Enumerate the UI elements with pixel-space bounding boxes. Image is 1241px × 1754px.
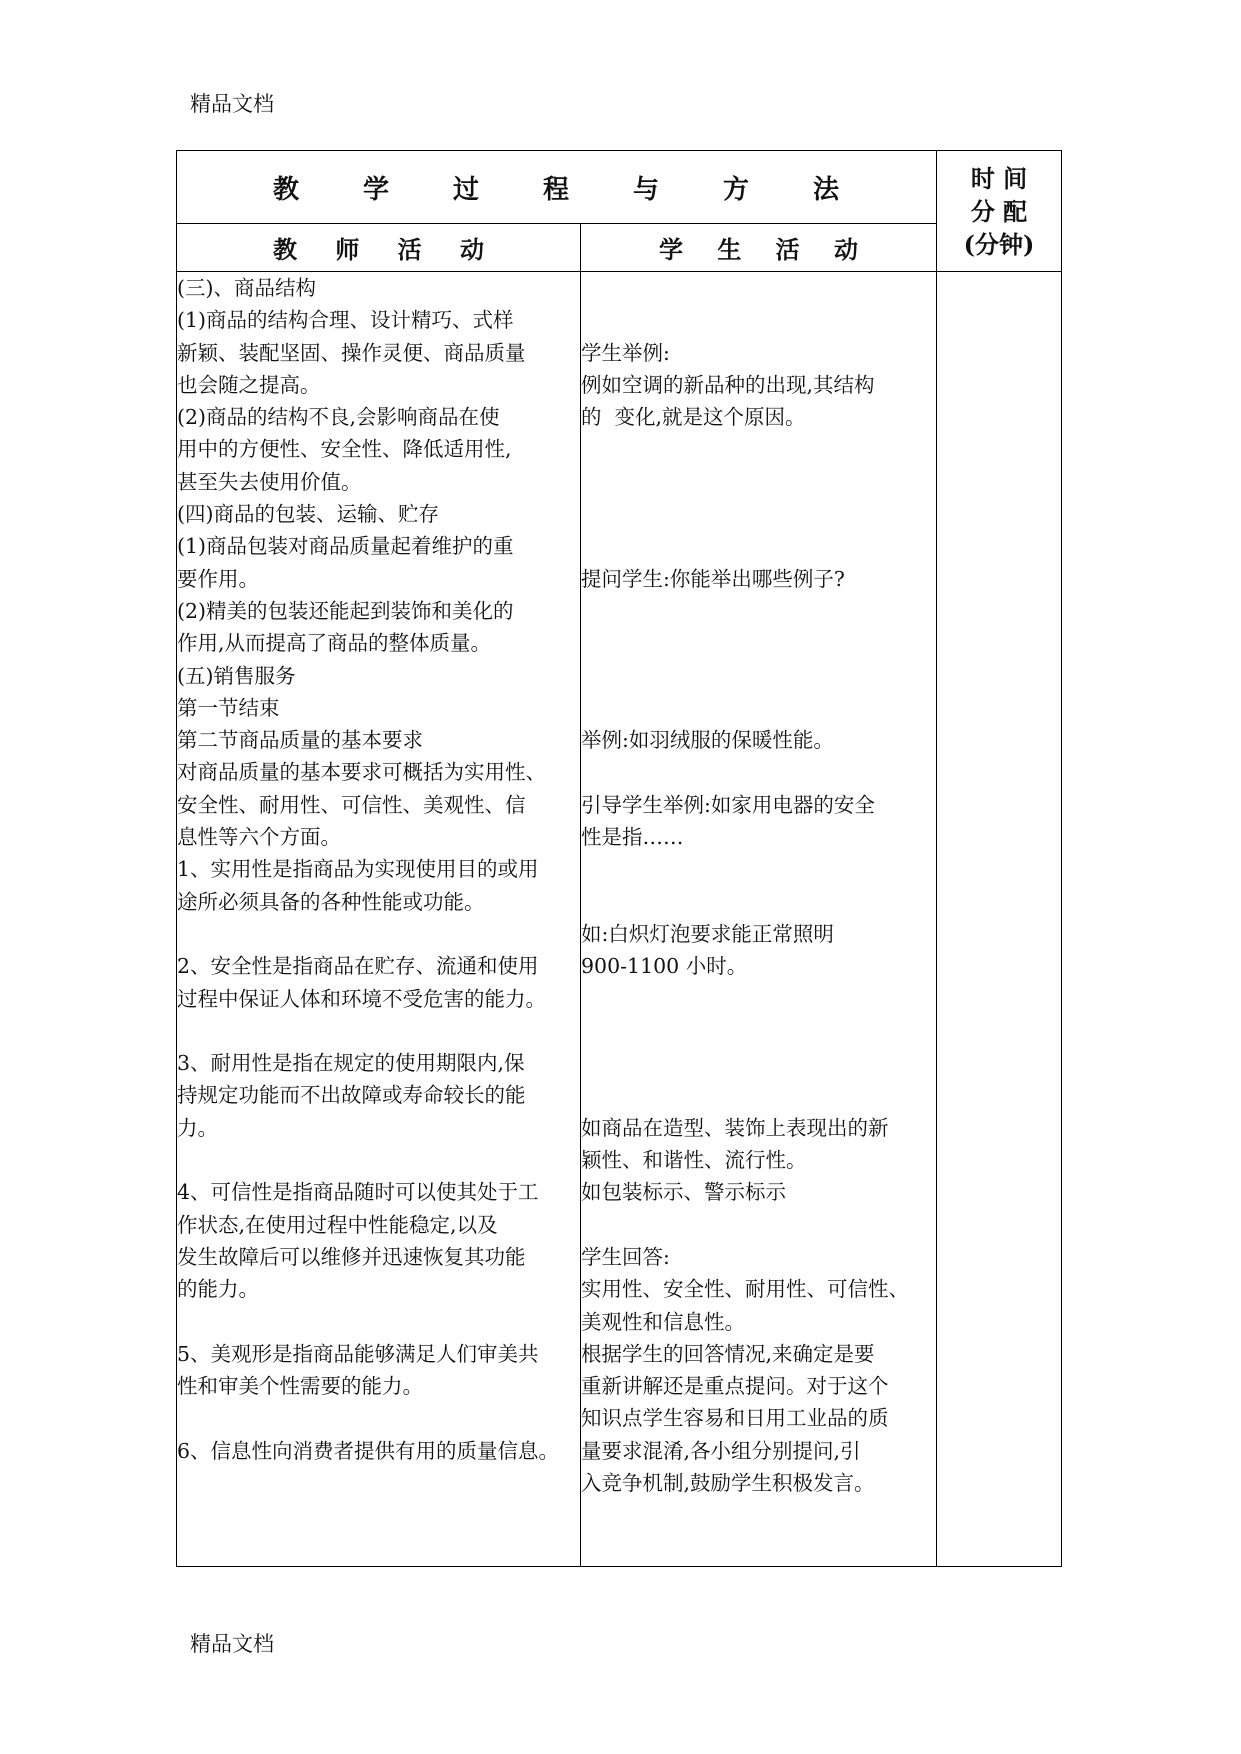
teacher-line: 2、安全性是指商品在贮存、流通和使用: [177, 954, 539, 979]
blank-line: [177, 1306, 580, 1338]
teacher-line: (四)商品的包装、运输、贮存: [177, 502, 439, 527]
teacher-line: 的能力。: [177, 1277, 259, 1302]
process-method-title-cell: [177, 151, 937, 224]
teacher-line: 第一节结束: [177, 695, 280, 720]
teacher-title-char: 教: [273, 235, 297, 264]
teacher-line: (1)商品包装对商品质量起着维护的重: [177, 534, 514, 559]
blank-line: [581, 1047, 936, 1079]
title-char: 学: [363, 174, 391, 205]
teacher-line: (2)精美的包装还能起到装饰和美化的: [177, 598, 514, 623]
student-line: 知识点学生容易和日用工业品的质: [581, 1406, 889, 1431]
teacher-activity-content: [177, 272, 581, 1567]
teacher-line: (2)商品的结构不良,会影响商品在使: [177, 405, 500, 430]
blank-line: [177, 918, 580, 950]
student-line: 提问学生:你能举出哪些例子?: [581, 566, 845, 591]
student-line: 入竞争机制,鼓励学生积极发言。: [581, 1470, 875, 1495]
teacher-line: 性和审美个性需要的能力。: [177, 1374, 423, 1399]
teacher-line: 安全性、耐用性、可信性、美观性、信: [177, 792, 526, 817]
student-line: 颖性、和谐性、流行性。: [581, 1148, 807, 1173]
student-line: 例如空调的新品种的出现,其结构: [581, 372, 875, 397]
teacher-line: 息性等六个方面。: [177, 825, 341, 850]
teacher-line: 途所必须具备的各种性能或功能。: [177, 889, 485, 914]
student-title-char: 动: [833, 235, 858, 264]
teacher-line: 作用,从而提高了商品的整体质量。: [177, 631, 492, 656]
teacher-activity-title: [177, 230, 580, 265]
lesson-plan-table: [176, 150, 1062, 1567]
blank-line: [581, 1015, 936, 1047]
blank-line: [581, 466, 936, 498]
blank-line: [581, 595, 936, 627]
time-header-line: (分钟): [963, 229, 1035, 259]
blank-line: [581, 433, 936, 465]
title-char: 教: [273, 174, 301, 205]
title-char: 过: [453, 174, 481, 205]
student-line: 900-1100 小时。: [581, 954, 748, 979]
student-line: 如商品在造型、装饰上表现出的新: [581, 1115, 889, 1140]
teacher-activity-header: [177, 224, 581, 272]
blank-line: [581, 498, 936, 530]
title-char: 程: [543, 174, 571, 205]
student-activity-content: [581, 272, 937, 1567]
teacher-line: 第二节商品质量的基本要求: [177, 728, 423, 753]
teacher-line: 持规定功能而不出故障或寿命较长的能: [177, 1083, 526, 1108]
blank-line: [581, 627, 936, 659]
teacher-line: 3、耐用性是指在规定的使用期限内,保: [177, 1051, 525, 1076]
student-line: 量要求混淆,各小组分别提问,引: [581, 1438, 861, 1463]
teacher-line: 作状态,在使用过程中性能稳定,以及: [177, 1212, 498, 1237]
time-header-line: 分 配: [970, 196, 1028, 226]
teacher-title-char: 动: [459, 235, 484, 264]
blank-line: [581, 304, 936, 336]
teacher-line: 发生故障后可以维修并迅速恢复其功能: [177, 1244, 526, 1269]
process-method-title: [177, 169, 936, 206]
blank-line: [581, 1079, 936, 1111]
teacher-line: 甚至失去使用价值。: [177, 469, 362, 494]
teacher-line: 力。: [177, 1115, 218, 1140]
teacher-line: 用中的方便性、安全性、降低适用性,: [177, 437, 512, 462]
student-line: 学生举例:: [581, 340, 670, 365]
student-line: 重新讲解还是重点提问。对于这个: [581, 1374, 889, 1399]
blank-line: [581, 660, 936, 692]
blank-line: [581, 886, 936, 918]
blank-line: [581, 756, 936, 788]
teacher-line: 4、可信性是指商品随时可以使其处于工: [177, 1180, 539, 1205]
teacher-line: 要作用。: [177, 566, 259, 591]
student-line: 引导学生举例:如家用电器的安全: [581, 792, 875, 817]
student-activity-title: [581, 230, 936, 265]
teacher-line: 新颖、装配坚固、操作灵便、商品质量: [177, 340, 526, 365]
blank-line: [581, 1209, 936, 1241]
student-activity-header: [581, 224, 937, 272]
teacher-line: 对商品质量的基本要求可概括为实用性、: [177, 760, 546, 785]
teacher-line: 1、实用性是指商品为实现使用目的或用: [177, 857, 539, 882]
blank-line: [177, 1402, 580, 1434]
student-line: 如:白炽灯泡要求能正常照明: [581, 921, 834, 946]
title-char: 与: [633, 174, 661, 205]
blank-line: [581, 530, 936, 562]
student-line: 美观性和信息性。: [581, 1309, 745, 1334]
blank-line: [177, 1015, 580, 1047]
blank-line: [581, 983, 936, 1015]
footer-watermark-text: 精品文档: [190, 1632, 274, 1656]
title-char: 方: [723, 174, 751, 205]
teacher-line: 过程中保证人体和环境不受危害的能力。: [177, 986, 546, 1011]
title-char: 法: [813, 174, 841, 205]
blank-line: [581, 853, 936, 885]
time-allocation-header: [937, 151, 1062, 272]
student-title-char: 活: [775, 235, 800, 264]
time-header-line: 时 间: [970, 163, 1028, 193]
student-line: 学生回答:: [581, 1244, 670, 1269]
teacher-title-char: 师: [335, 235, 360, 264]
teacher-line: 也会随之提高。: [177, 372, 321, 397]
student-title-char: 学: [659, 235, 683, 264]
student-line: 实用性、安全性、耐用性、可信性、: [581, 1277, 909, 1302]
student-line: 的 变化,就是这个原因。: [581, 405, 806, 430]
blank-line: [177, 1144, 580, 1176]
teacher-line: 6、信息性向消费者提供有用的质量信息。: [177, 1438, 560, 1463]
student-line: 根据学生的回答情况,来确定是要: [581, 1341, 875, 1366]
teacher-line: 5、美观形是指商品能够满足人们审美共: [177, 1341, 539, 1366]
teacher-line: (五)销售服务: [177, 663, 296, 688]
student-line: 如包装标示、警示标示: [581, 1180, 786, 1205]
time-allocation-content: [937, 272, 1062, 1567]
student-line: 举例:如羽绒服的保暖性能。: [581, 728, 834, 753]
teacher-title-char: 活: [397, 235, 422, 264]
blank-line: [581, 272, 936, 304]
blank-line: [581, 692, 936, 724]
teacher-line: (1)商品的结构合理、设计精巧、式样: [177, 308, 514, 333]
header-watermark-text: 精品文档: [190, 92, 274, 116]
student-title-char: 生: [717, 235, 742, 264]
student-line: 性是指……: [581, 825, 684, 850]
teacher-line: (三)、商品结构: [177, 276, 316, 300]
